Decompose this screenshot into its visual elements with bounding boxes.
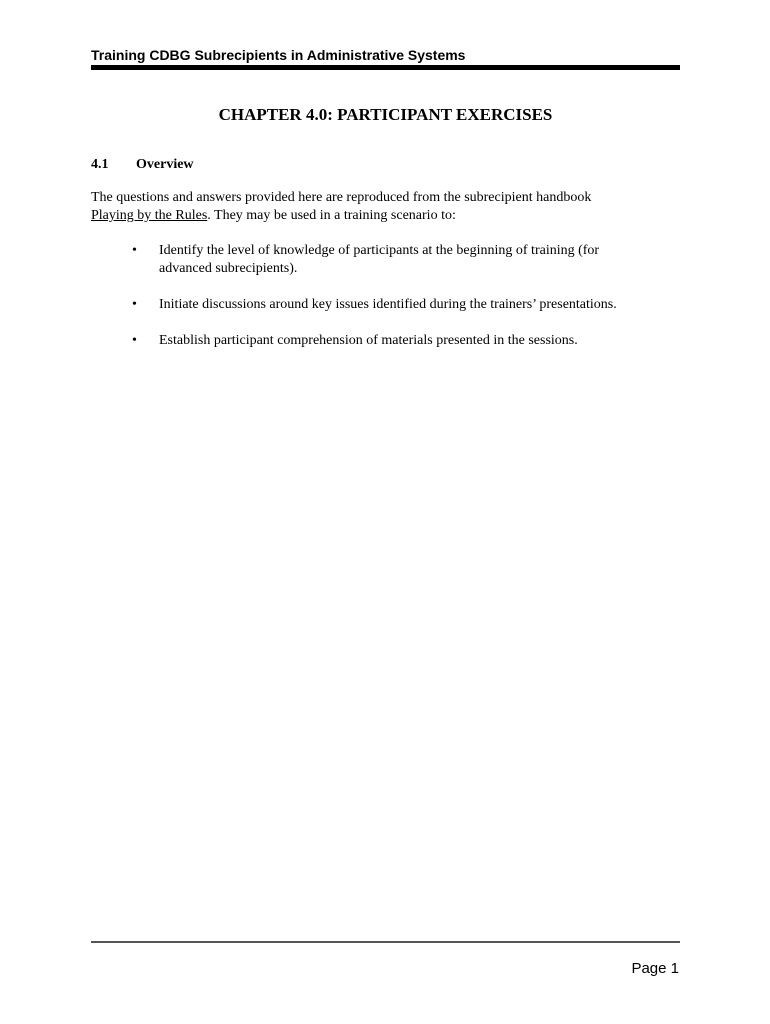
list-item (132, 332, 680, 350)
page-number: Page 1 (631, 960, 679, 977)
intro-paragraph (91, 189, 680, 225)
handbook-title: Playing by the Rules (91, 208, 208, 223)
intro-line-1: The questions and answers provided here are reproduced from the subrecipient handbook (91, 190, 592, 205)
intro-line-2-rest: . They may be used in a training scenario to: (207, 208, 456, 223)
footer-rule (91, 941, 680, 943)
list-item-line: Establish participant comprehension of materials presented in the sessions. (159, 333, 578, 348)
chapter-title: CHAPTER 4.0: PARTICIPANT EXERCISES (218, 105, 553, 124)
list-item (132, 296, 680, 314)
bullet-icon: • (132, 243, 137, 258)
section-number: 4.1 (91, 157, 109, 172)
list-item (132, 242, 680, 278)
list-item-line: Identify the level of knowledge of participants at the beginning of training (for (159, 243, 600, 258)
bullet-icon: • (132, 333, 137, 348)
list-item-line: advanced subrecipients). (159, 261, 298, 276)
header-rule (91, 65, 680, 70)
running-header-title: Training CDBG Subrecipients in Administrative Systems (91, 47, 466, 63)
bullet-icon: • (132, 297, 137, 312)
section-title: Overview (136, 157, 194, 172)
bullet-list (132, 242, 680, 368)
intro-line-2 (91, 207, 680, 225)
section-heading (91, 156, 194, 174)
list-item-line: Initiate discussions around key issues identified during the trainers’ presentations. (159, 297, 617, 312)
